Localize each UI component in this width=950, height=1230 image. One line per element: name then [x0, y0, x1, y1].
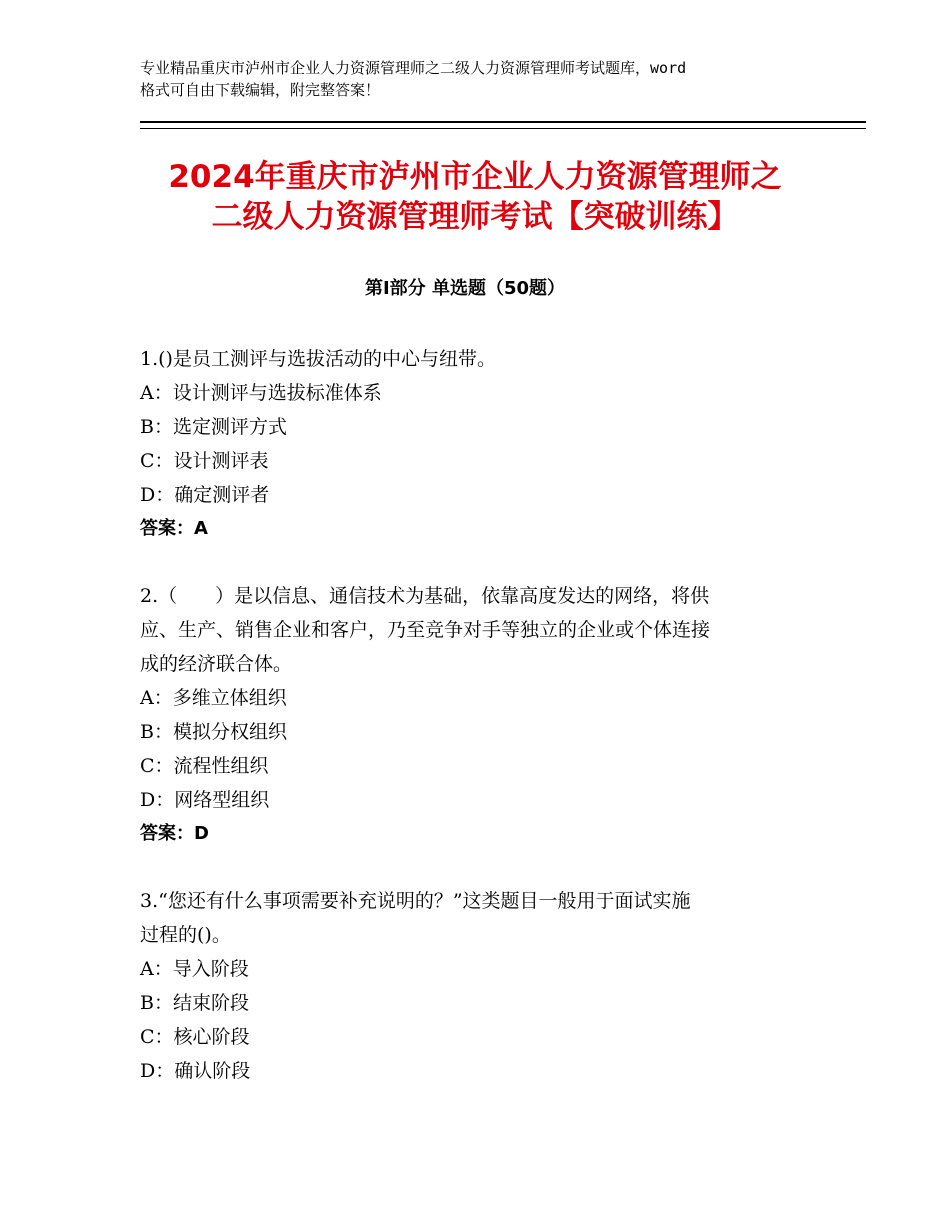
option-d: D：确定测评者 [140, 484, 270, 506]
option-d: D：确认阶段 [140, 1060, 251, 1082]
header-note-line-1: 专业精品重庆市泸州市企业人力资源管理师之二级人力资源管理师考试题库，word [140, 59, 687, 77]
question-stem-line: 过程的()。 [140, 924, 231, 946]
option-d: D：网络型组织 [140, 789, 270, 811]
option-a: A：多维立体组织 [140, 687, 287, 709]
document-title-line-1: 2024年重庆市泸州市企业人力资源管理师之 [168, 159, 782, 195]
option-c: C：核心阶段 [140, 1026, 250, 1048]
option-c: C：流程性组织 [140, 755, 269, 777]
question-stem-line: 成的经济联合体。 [140, 653, 293, 675]
question-stem-line: 应、生产、销售企业和客户，乃至竞争对手等独立的企业或个体连接 [140, 619, 711, 641]
option-b: B：结束阶段 [140, 992, 249, 1014]
header-divider [140, 121, 866, 129]
section-heading: 第Ⅰ部分 单选题（50题） [364, 278, 565, 299]
option-c: C：设计测评表 [140, 450, 269, 472]
document-title [120, 157, 830, 237]
answer-label: 答案：A [140, 518, 208, 539]
question-2 [140, 579, 810, 851]
question-1 [140, 342, 810, 546]
option-b: B：选定测评方式 [140, 416, 287, 438]
document-title-line-2: 二级人力资源管理师考试【突破训练】 [211, 199, 739, 235]
question-stem-line: 3.“您还有什么事项需要补充说明的？”这类题目一般用于面试实施 [140, 890, 691, 912]
option-a: A：设计测评与选拔标准体系 [140, 382, 382, 404]
header-note-line-2: 格式可自由下载编辑，附完整答案！ [140, 81, 381, 99]
answer-label: 答案：D [140, 823, 209, 844]
question-list [140, 342, 810, 1121]
option-a: A：导入阶段 [140, 958, 249, 980]
question-stem-line: 2.（ ）是以信息、通信技术为基础，依靠高度发达的网络，将供 [140, 585, 710, 607]
header-note [140, 57, 830, 101]
question-3 [140, 884, 810, 1088]
question-stem-line: 1.()是员工测评与选拔活动的中心与纽带。 [140, 348, 496, 370]
option-b: B：模拟分权组织 [140, 721, 287, 743]
